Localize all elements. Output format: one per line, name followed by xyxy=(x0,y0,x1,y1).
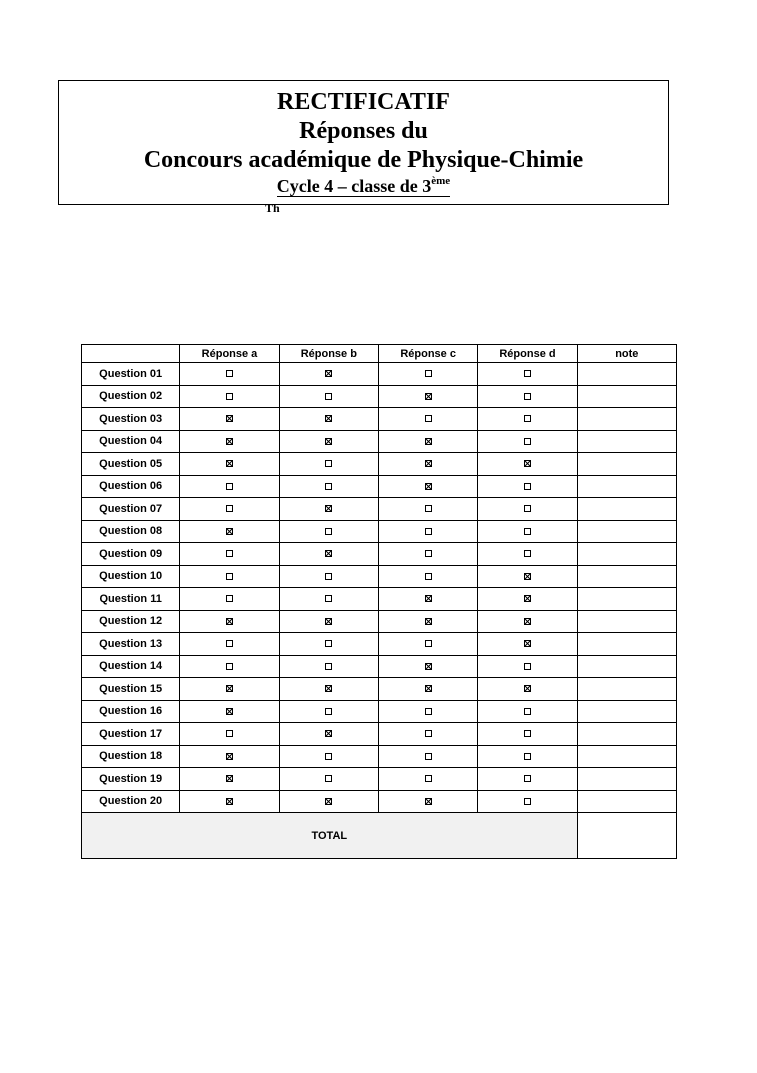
header-row xyxy=(82,345,677,363)
note-cell xyxy=(577,543,676,566)
col-header-c: Réponse c xyxy=(378,345,477,363)
checked-checkbox[interactable] xyxy=(425,618,432,625)
answer-cell-c xyxy=(378,610,477,633)
answer-cell-a xyxy=(180,588,279,611)
question-label: Question 07 xyxy=(82,498,180,521)
empty-checkbox[interactable] xyxy=(425,753,432,760)
title-concours: Concours académique de Physique-Chimie xyxy=(143,147,584,173)
empty-checkbox[interactable] xyxy=(425,505,432,512)
empty-checkbox[interactable] xyxy=(425,708,432,715)
answer-cell-d xyxy=(478,633,577,656)
question-label: Question 19 xyxy=(82,768,180,791)
answer-cell-d xyxy=(478,430,577,453)
question-label: Question 10 xyxy=(82,565,180,588)
question-label: Question 20 xyxy=(82,790,180,813)
table-row xyxy=(82,363,677,386)
cycle-text: Cycle 4 – classe de 3 xyxy=(276,176,432,196)
empty-checkbox[interactable] xyxy=(325,393,332,400)
answer-cell-c xyxy=(378,565,477,588)
answer-cell-a xyxy=(180,430,279,453)
answer-cell-c xyxy=(378,453,477,476)
question-label: Question 05 xyxy=(82,453,180,476)
answer-cell-a xyxy=(180,768,279,791)
question-label: Question 09 xyxy=(82,543,180,566)
answer-cell-a xyxy=(180,363,279,386)
empty-checkbox[interactable] xyxy=(325,573,332,580)
answer-cell-a xyxy=(180,565,279,588)
table-row xyxy=(82,745,677,768)
empty-checkbox[interactable] xyxy=(226,393,233,400)
table-row xyxy=(82,723,677,746)
col-header-d: Réponse d xyxy=(478,345,577,363)
answer-cell-b xyxy=(279,520,378,543)
checked-checkbox[interactable] xyxy=(226,460,233,467)
col-header-note: note xyxy=(577,345,676,363)
checked-checkbox[interactable] xyxy=(325,618,332,625)
answer-cell-d xyxy=(478,723,577,746)
answer-cell-b xyxy=(279,588,378,611)
note-cell xyxy=(577,745,676,768)
table-row xyxy=(82,678,677,701)
checked-checkbox[interactable] xyxy=(226,775,233,782)
table-row xyxy=(82,520,677,543)
answer-cell-c xyxy=(378,723,477,746)
empty-checkbox[interactable] xyxy=(524,753,531,760)
answer-cell-d xyxy=(478,363,577,386)
table-row xyxy=(82,610,677,633)
answer-cell-a xyxy=(180,408,279,431)
answer-cell-b xyxy=(279,768,378,791)
checked-checkbox[interactable] xyxy=(226,798,233,805)
empty-checkbox[interactable] xyxy=(425,640,432,647)
answer-cell-b xyxy=(279,633,378,656)
answer-cell-d xyxy=(478,588,577,611)
empty-checkbox[interactable] xyxy=(325,483,332,490)
empty-checkbox[interactable] xyxy=(524,528,531,535)
empty-checkbox[interactable] xyxy=(226,595,233,602)
checked-checkbox[interactable] xyxy=(226,438,233,445)
note-cell xyxy=(577,408,676,431)
answer-cell-d xyxy=(478,790,577,813)
checked-checkbox[interactable] xyxy=(226,618,233,625)
answer-cell-c xyxy=(378,588,477,611)
answer-cell-c xyxy=(378,745,477,768)
answer-cell-d xyxy=(478,543,577,566)
empty-checkbox[interactable] xyxy=(524,663,531,670)
empty-checkbox[interactable] xyxy=(226,663,233,670)
table-row xyxy=(82,453,677,476)
answer-cell-b xyxy=(279,565,378,588)
note-cell xyxy=(577,520,676,543)
checked-checkbox[interactable] xyxy=(425,483,432,490)
note-cell xyxy=(577,790,676,813)
answer-cell-a xyxy=(180,475,279,498)
table-row xyxy=(82,700,677,723)
answer-cell-c xyxy=(378,363,477,386)
clipped-text: Th xyxy=(265,201,280,215)
answer-cell-b xyxy=(279,678,378,701)
answer-cell-b xyxy=(279,453,378,476)
empty-checkbox[interactable] xyxy=(425,573,432,580)
answer-cell-a xyxy=(180,700,279,723)
empty-checkbox[interactable] xyxy=(325,663,332,670)
answer-cell-c xyxy=(378,655,477,678)
checked-checkbox[interactable] xyxy=(524,595,531,602)
checked-checkbox[interactable] xyxy=(425,438,432,445)
answer-cell-a xyxy=(180,655,279,678)
empty-checkbox[interactable] xyxy=(524,505,531,512)
answer-cell-b xyxy=(279,385,378,408)
note-cell xyxy=(577,475,676,498)
title-reponses: Réponses du xyxy=(299,118,428,144)
table-row xyxy=(82,790,677,813)
empty-checkbox[interactable] xyxy=(425,775,432,782)
checked-checkbox[interactable] xyxy=(325,438,332,445)
answer-cell-a xyxy=(180,453,279,476)
checked-checkbox[interactable] xyxy=(226,708,233,715)
table-row xyxy=(82,633,677,656)
question-label: Question 08 xyxy=(82,520,180,543)
empty-checkbox[interactable] xyxy=(524,370,531,377)
empty-checkbox[interactable] xyxy=(226,573,233,580)
empty-checkbox[interactable] xyxy=(524,775,531,782)
table-row xyxy=(82,385,677,408)
answer-cell-b xyxy=(279,700,378,723)
answer-cell-a xyxy=(180,498,279,521)
question-label: Question 06 xyxy=(82,475,180,498)
answer-cell-d xyxy=(478,655,577,678)
note-cell xyxy=(577,430,676,453)
note-cell xyxy=(577,588,676,611)
checked-checkbox[interactable] xyxy=(425,798,432,805)
checked-checkbox[interactable] xyxy=(524,685,531,692)
answer-cell-a xyxy=(180,678,279,701)
title-rectificatif: RECTIFICATIF xyxy=(277,89,450,115)
answer-cell-c xyxy=(378,633,477,656)
answer-cell-b xyxy=(279,790,378,813)
question-label: Question 14 xyxy=(82,655,180,678)
answer-cell-d xyxy=(478,385,577,408)
answer-cell-d xyxy=(478,498,577,521)
answer-cell-b xyxy=(279,610,378,633)
col-header-b: Réponse b xyxy=(279,345,378,363)
question-label: Question 18 xyxy=(82,745,180,768)
answer-cell-d xyxy=(478,700,577,723)
note-cell xyxy=(577,768,676,791)
answer-cell-c xyxy=(378,543,477,566)
checked-checkbox[interactable] xyxy=(325,415,332,422)
answer-cell-d xyxy=(478,453,577,476)
checked-checkbox[interactable] xyxy=(325,730,332,737)
checked-checkbox[interactable] xyxy=(325,685,332,692)
answer-cell-c xyxy=(378,678,477,701)
checked-checkbox[interactable] xyxy=(226,528,233,535)
question-label: Question 03 xyxy=(82,408,180,431)
checked-checkbox[interactable] xyxy=(226,685,233,692)
answer-cell-b xyxy=(279,408,378,431)
empty-checkbox[interactable] xyxy=(524,483,531,490)
question-label: Question 02 xyxy=(82,385,180,408)
checked-checkbox[interactable] xyxy=(325,505,332,512)
table-row xyxy=(82,408,677,431)
question-label: Question 15 xyxy=(82,678,180,701)
title-cycle xyxy=(59,175,668,197)
answer-cell-d xyxy=(478,610,577,633)
answer-cell-b xyxy=(279,543,378,566)
cycle-superscript: ème xyxy=(431,175,451,187)
table-row xyxy=(82,498,677,521)
answer-cell-a xyxy=(180,543,279,566)
answer-cell-a xyxy=(180,610,279,633)
empty-checkbox[interactable] xyxy=(325,640,332,647)
note-cell xyxy=(577,385,676,408)
answer-cell-a xyxy=(180,385,279,408)
question-label: Question 12 xyxy=(82,610,180,633)
empty-checkbox[interactable] xyxy=(524,730,531,737)
table-row xyxy=(82,655,677,678)
answer-cell-b xyxy=(279,745,378,768)
checked-checkbox[interactable] xyxy=(425,685,432,692)
answer-cell-d xyxy=(478,520,577,543)
empty-checkbox[interactable] xyxy=(226,730,233,737)
checked-checkbox[interactable] xyxy=(325,550,332,557)
checked-checkbox[interactable] xyxy=(425,393,432,400)
empty-checkbox[interactable] xyxy=(226,505,233,512)
table-row xyxy=(82,588,677,611)
empty-checkbox[interactable] xyxy=(325,753,332,760)
question-label: Question 13 xyxy=(82,633,180,656)
question-label: Question 17 xyxy=(82,723,180,746)
question-label: Question 04 xyxy=(82,430,180,453)
empty-checkbox[interactable] xyxy=(226,370,233,377)
table-row xyxy=(82,565,677,588)
note-cell xyxy=(577,633,676,656)
checked-checkbox[interactable] xyxy=(524,618,531,625)
answer-cell-d xyxy=(478,768,577,791)
empty-checkbox[interactable] xyxy=(425,550,432,557)
empty-checkbox[interactable] xyxy=(425,370,432,377)
question-label: Question 01 xyxy=(82,363,180,386)
checked-checkbox[interactable] xyxy=(425,460,432,467)
cycle-underlined xyxy=(277,177,450,197)
empty-checkbox[interactable] xyxy=(524,438,531,445)
answer-cell-a xyxy=(180,790,279,813)
answer-cell-d xyxy=(478,745,577,768)
note-cell xyxy=(577,363,676,386)
total-row xyxy=(82,813,677,859)
empty-checkbox[interactable] xyxy=(524,708,531,715)
table-row xyxy=(82,430,677,453)
note-cell xyxy=(577,565,676,588)
question-label: Question 16 xyxy=(82,700,180,723)
empty-checkbox[interactable] xyxy=(325,528,332,535)
answer-cell-d xyxy=(478,475,577,498)
answer-cell-c xyxy=(378,475,477,498)
question-label: Question 11 xyxy=(82,588,180,611)
answer-cell-b xyxy=(279,498,378,521)
answer-cell-d xyxy=(478,565,577,588)
answer-cell-c xyxy=(378,408,477,431)
table-row xyxy=(82,543,677,566)
empty-checkbox[interactable] xyxy=(226,640,233,647)
note-cell xyxy=(577,453,676,476)
checked-checkbox[interactable] xyxy=(325,798,332,805)
empty-checkbox[interactable] xyxy=(325,708,332,715)
checked-checkbox[interactable] xyxy=(226,415,233,422)
answers-table xyxy=(81,344,677,859)
empty-checkbox[interactable] xyxy=(226,550,233,557)
empty-checkbox[interactable] xyxy=(325,595,332,602)
checked-checkbox[interactable] xyxy=(425,663,432,670)
answer-cell-c xyxy=(378,768,477,791)
table-row xyxy=(82,768,677,791)
title-box xyxy=(58,80,669,215)
checked-checkbox[interactable] xyxy=(524,640,531,647)
empty-checkbox[interactable] xyxy=(226,483,233,490)
note-cell xyxy=(577,610,676,633)
answer-cell-c xyxy=(378,700,477,723)
checked-checkbox[interactable] xyxy=(425,595,432,602)
empty-checkbox[interactable] xyxy=(524,393,531,400)
checked-checkbox[interactable] xyxy=(524,573,531,580)
answer-cell-c xyxy=(378,385,477,408)
note-cell xyxy=(577,498,676,521)
answer-cell-c xyxy=(378,498,477,521)
empty-checkbox[interactable] xyxy=(325,775,332,782)
total-note-cell xyxy=(577,813,676,859)
note-cell xyxy=(577,700,676,723)
empty-checkbox[interactable] xyxy=(425,528,432,535)
answer-cell-b xyxy=(279,475,378,498)
answer-cell-a xyxy=(180,745,279,768)
answer-cell-a xyxy=(180,723,279,746)
empty-checkbox[interactable] xyxy=(524,798,531,805)
empty-checkbox[interactable] xyxy=(524,415,531,422)
answer-cell-c xyxy=(378,790,477,813)
checked-checkbox[interactable] xyxy=(325,370,332,377)
checked-checkbox[interactable] xyxy=(226,753,233,760)
col-header-a: Réponse a xyxy=(180,345,279,363)
answer-cell-d xyxy=(478,408,577,431)
answer-cell-d xyxy=(478,678,577,701)
empty-checkbox[interactable] xyxy=(524,550,531,557)
table-row xyxy=(82,475,677,498)
note-cell xyxy=(577,678,676,701)
answer-cell-a xyxy=(180,520,279,543)
empty-checkbox[interactable] xyxy=(425,415,432,422)
answer-cell-b xyxy=(279,723,378,746)
answer-cell-b xyxy=(279,363,378,386)
note-cell xyxy=(577,655,676,678)
answer-cell-c xyxy=(378,430,477,453)
col-header-question xyxy=(82,345,180,363)
note-cell xyxy=(577,723,676,746)
empty-checkbox[interactable] xyxy=(425,730,432,737)
answer-cell-b xyxy=(279,430,378,453)
checked-checkbox[interactable] xyxy=(524,460,531,467)
answer-cell-c xyxy=(378,520,477,543)
answer-cell-b xyxy=(279,655,378,678)
answer-cell-a xyxy=(180,633,279,656)
empty-checkbox[interactable] xyxy=(325,460,332,467)
total-label: TOTAL xyxy=(82,813,578,859)
